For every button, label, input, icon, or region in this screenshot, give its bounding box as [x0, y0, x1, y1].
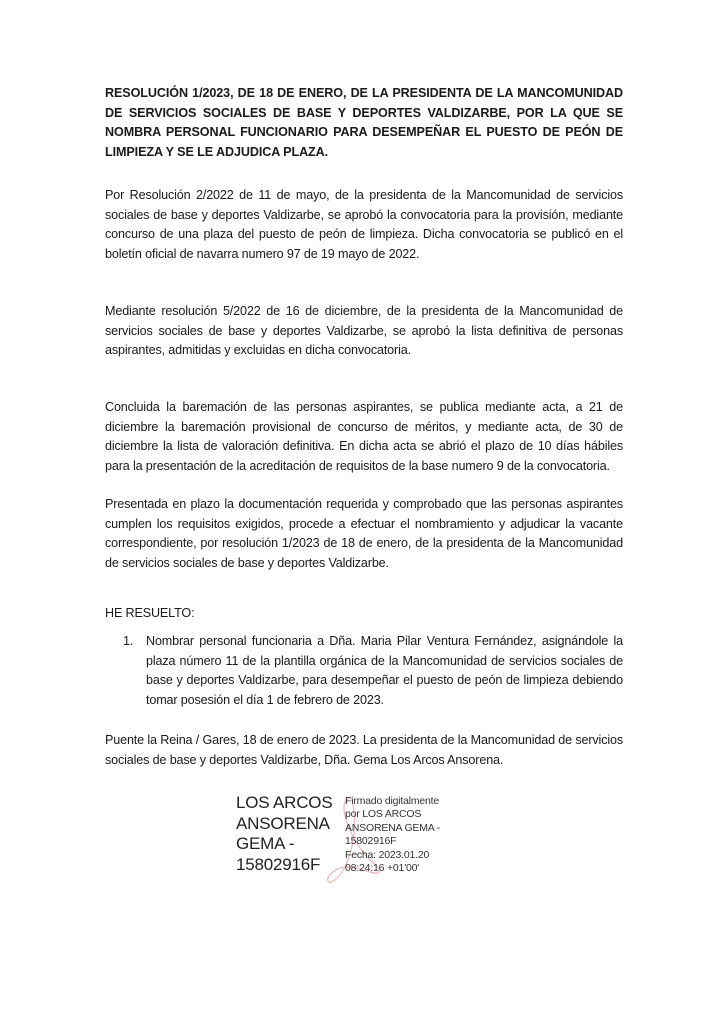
digital-signature: [236, 793, 476, 893]
list-number: 1.: [123, 634, 134, 648]
closing-paragraph: Puente la Reina / Gares, 18 de enero de 2023. La presidenta de la Mancomunidad de servicios sociales de base y deportes Valdizarbe, Dña. Gema Los Arcos Ansorena.: [105, 733, 623, 767]
signature-date: Fecha: 2023.01.20: [345, 848, 430, 861]
signer-name-line: ANSORENA: [236, 813, 330, 833]
signature-detail-line: 15802916F: [345, 835, 397, 848]
signature-detail-line: por LOS ARCOS: [345, 808, 422, 821]
paragraph-lista-definitiva: Mediante resolución 5/2022 de 16 de diciembre, de la presidenta de la Mancomunidad de servicios sociales de base y deportes Valdizarbe, se aprobó la lista definitiva de personas aspirantes, admitidas y excluidas en dicha convocatoria.: [105, 304, 623, 357]
resolution-text: Nombrar personal funcionaria a Dña. Maria Pilar Ventura Fernández, asignándole la plaza número 11 de la plantilla orgánica de la Mancomunidad de servicios sociales de base y deportes Valdizarbe, para desempeñar el puesto de peón de limpieza debiendo tomar posesión el día 1 de febrero de 2023.: [146, 634, 623, 707]
paragraph-baremacion: Concluida la baremación de las personas aspirantes, se publica mediante acta, a 21 de diciembre la baremación provisional de concurso de méritos, y mediante acta, de 30 de diciembre la lista de valoración definitiva. En dicha acta se abrió el plazo de 10 días hábiles para la presentación de la acreditación de requisitos de la base numero 9 de la convocatoria.: [105, 400, 623, 473]
document-title: RESOLUCIÓN 1/2023, DE 18 DE ENERO, DE LA PRESIDENTA DE LA MANCOMUNIDAD DE SERVICIOS SOCIALES DE BASE Y DEPORTES VALDIZARBE, POR LA QUE SE NOMBRA PERSONAL FUNCIONARIO PARA DESEMPEÑAR EL PUESTO DE PEÓN DE LIMPIEZA Y SE LE ADJUDICA PLAZA.: [105, 86, 623, 159]
signer-name: [236, 793, 332, 875]
paragraph-nombramiento: Presentada en plazo la documentación requerida y comprobado que las personas aspirantes cumplen los requisitos exigidos, procede a efectuar el nombramiento y adjudicar la vacante correspondiente, por resolución 1/2023 de 18 de enero, de la presidenta de la Mancomunidad de servicios sociales de base y deportes Valdizarbe.: [105, 497, 623, 570]
signer-name-line: GEMA -: [236, 834, 295, 853]
resolved-heading: HE RESUELTO:: [105, 606, 195, 620]
signer-name-line: 15802916F: [236, 854, 321, 874]
signature-time: 08:24:16 +01'00': [345, 862, 420, 875]
paragraph-convocatoria: Por Resolución 2/2022 de 11 de mayo, de la presidenta de la Mancomunidad de servicios sociales de base y deportes Valdizarbe, se aprobó la convocatoria para la provisión, mediante concurso de una plaza del puesto de peón de limpieza. Dicha convocatoria se publicó en el boletín oficial de navarra numero 97 de 19 mayo de 2022.: [105, 188, 623, 261]
signature-detail-line: Firmado digitalmente: [345, 795, 440, 807]
signature-details: [345, 795, 440, 875]
signature-detail-line: ANSORENA GEMA -: [345, 821, 441, 834]
resolution-list-item: [105, 632, 623, 710]
signer-name-line: LOS ARCOS: [236, 793, 333, 812]
